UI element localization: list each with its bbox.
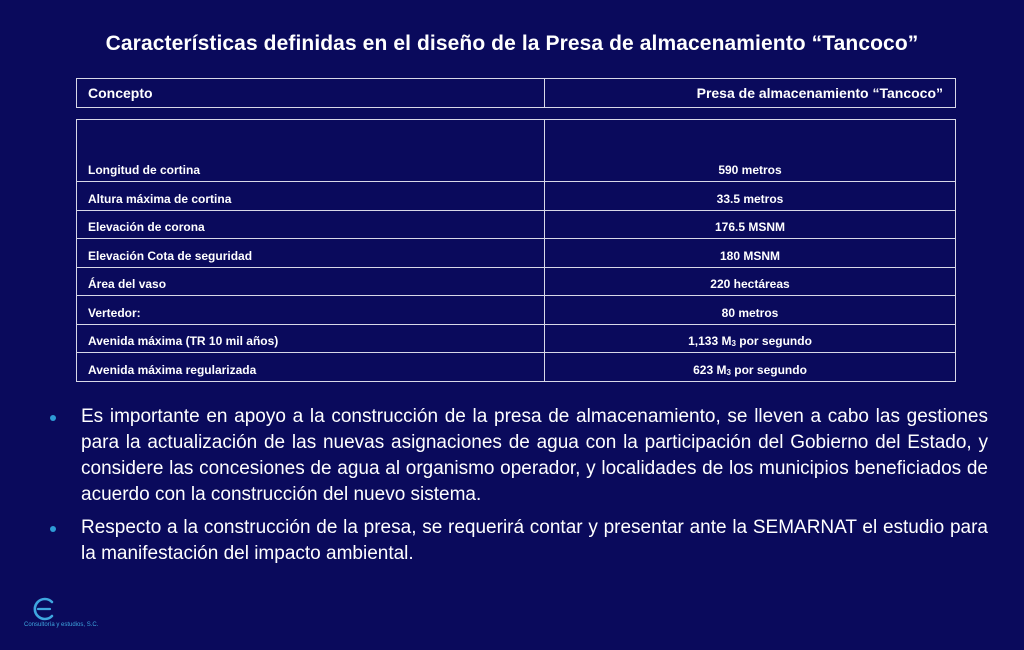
row-value: 80 metros [721,305,779,320]
bullet-icon [50,526,56,532]
table-row [77,267,955,296]
row-label: Longitud de cortina [77,120,545,181]
characteristics-table [76,119,956,382]
row-label: Avenida máxima regularizada [77,353,545,381]
table-row [77,295,955,324]
bullet-list [50,404,988,574]
value-main: 623 M [693,362,727,377]
table-row [77,352,955,381]
row-label: Altura máxima de cortina [77,182,545,210]
table-row [77,238,955,267]
row-value: 33.5 metros [716,191,784,206]
logo-text: Consultoría y estudios, S.C. [24,622,99,628]
header-presa: Presa de almacenamiento “Tancoco” [696,85,943,101]
company-logo [24,594,134,634]
value-unit: por segundo [735,334,812,348]
list-item [50,404,988,508]
row-value: 220 hectáreas [710,277,790,291]
table-row [77,210,955,239]
row-label: Área del vaso [77,268,545,296]
row-value: 176.5 MSNM [714,220,786,234]
row-value: 180 MSNM [719,248,781,263]
table-row [77,324,955,353]
table-row [77,181,955,210]
bullet-text: Respecto a la construcción de la presa, se requerirá contar y presentar ante la SEMARNAT el estudio para la manifestación del impacto ambiental. [81,517,988,564]
row-label: Avenida máxima (TR 10 mil años) [77,325,545,353]
logo-c-icon [31,596,57,622]
header-concepto: Concepto [77,79,545,107]
row-label: Elevación de corona [77,211,545,239]
row-value: 590 metros [718,163,782,177]
row-value: 623 M $^3$ por segundo [693,362,807,377]
slide-title: Características definidas en el diseño de la Presa de almacenamiento “Tancoco” [105,32,919,55]
table-row [77,120,955,181]
value-main: 1,133 M [688,334,732,348]
bullet-icon [50,415,56,421]
value-unit: por segundo [730,362,807,377]
table-header [76,78,956,108]
row-label: Elevación Cota de seguridad [77,239,545,267]
bullet-text: Es importante en apoyo a la construcción de la presa de almacenamiento, se lleven a cabo las gestiones para la actualización de las nuevas asignaciones de agua con la participación del Gobierno del Estado, y considere las concesiones de agua al organismo operador, y localidades de los municipios beneficiados de acuerdo con la construcción del nuevo sistema. [81,406,988,505]
row-label: Vertedor: [77,296,545,324]
list-item [50,515,988,567]
row-value: 1,133 M $^3$ por segundo [688,334,812,348]
